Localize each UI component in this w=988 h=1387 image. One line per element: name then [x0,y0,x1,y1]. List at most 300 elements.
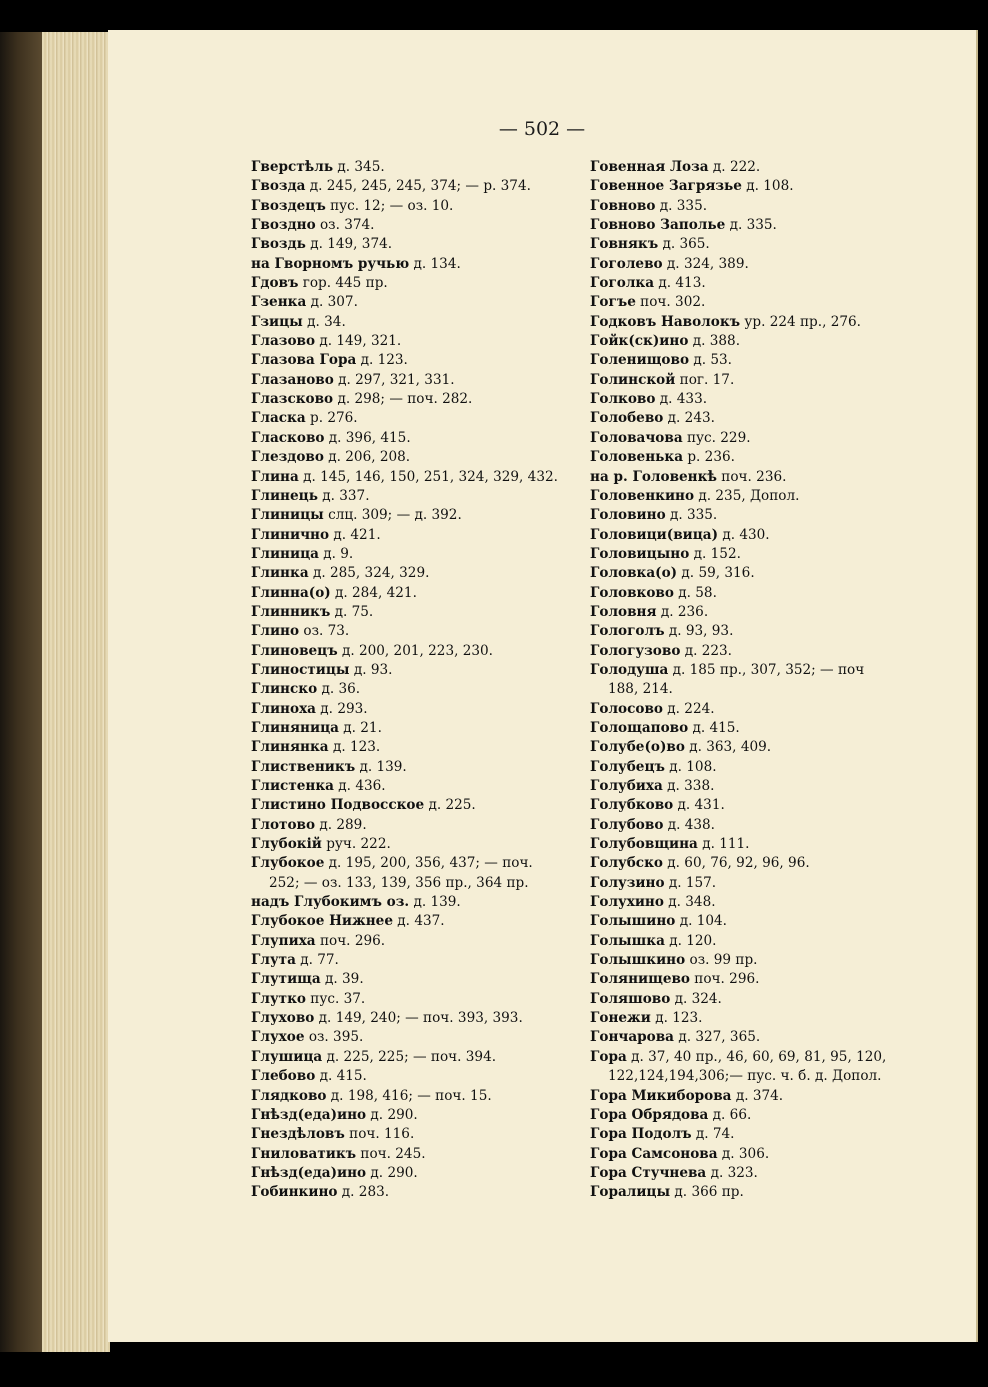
index-references: д. 415. [315,1068,367,1085]
index-headword: Глистенка [251,778,334,794]
index-references: д. 195, 200, 356, 437; — поч. [324,855,533,872]
index-entry [590,874,886,893]
index-headword: Голубково [590,797,674,814]
index-references: д. 245, 245, 245, 374; — р. 374. [305,178,531,195]
index-headword: Глупиха [251,932,316,949]
index-entry [590,1164,886,1183]
index-references: д. 37, 40 пр., 46, 60, 69, 81, 95, 120, [626,1048,887,1065]
index-headword: Глебово [251,1068,316,1085]
index-references: поч. 245. [356,1145,426,1162]
index-headword: Голубиха [590,778,663,794]
index-entry [251,622,558,641]
index-references: д. 335. [655,197,708,214]
index-headword: Головка(о) [590,565,678,582]
index-entry [590,796,886,815]
index-headword: на р. Головенкѣ [590,468,717,485]
index-references: д. 430. [718,526,770,543]
index-references: д. 108. [741,178,794,195]
index-entry [251,1183,558,1202]
index-references: д. 293. [315,700,368,717]
index-references: д. 53. [689,352,732,369]
index-headword: Глутко [251,990,306,1007]
index-headword: Гора Микиборова [590,1087,732,1104]
index-headword: Глиновецъ [251,642,338,659]
index-headword: Голубецъ [590,758,665,775]
index-references: д. 306. [717,1145,770,1162]
index-references: д. 123. [650,1010,703,1027]
index-references: д. 120. [664,932,717,949]
index-references: поч. 302. [635,294,706,311]
index-entry [590,487,886,506]
index-entry [251,796,558,815]
index-entry [590,274,886,293]
index-entry [590,216,886,235]
index-references: д. 108. [664,758,717,775]
index-entry [251,1028,558,1047]
index-entry [590,1145,886,1164]
index-headword: Глиницы [251,507,324,524]
index-headword: Гвоздно [251,217,316,234]
index-headword: Гора Подолъ [590,1126,692,1143]
index-references: д. 149, 374. [305,236,393,253]
index-references: д. 93. [349,661,393,678]
index-headword: Головня [590,603,657,620]
index-entry [251,1009,558,1028]
index-headword: Глубокій [251,836,322,853]
index-references: д. 323. [706,1164,758,1181]
index-entry [251,777,558,796]
index-references: д. 324. [670,990,722,1007]
index-entry [590,468,886,487]
index-references: д. 93, 93. [664,623,734,640]
index-headword: Глазаново [251,371,334,388]
index-entry [590,758,886,777]
book-page [108,30,978,1342]
index-references: д. 338. [662,778,715,794]
index-references: ур. 224 пр., 276. [740,313,861,330]
index-headword: Глазово [251,333,316,350]
index-references: д. 224. [662,700,715,717]
index-entry [251,1087,558,1106]
index-headword: Головино [590,507,666,524]
index-references: д. 74. [691,1126,735,1143]
index-references: д. 77. [295,952,339,969]
index-entry [251,1125,558,1144]
index-references: д. 285, 324, 329. [308,565,430,582]
index-headword: на Гворномъ ручью [251,255,410,272]
index-references: д. 225. [424,797,476,814]
index-references: д. 396, 415. [324,429,411,446]
index-headword: Голышка [590,932,665,949]
index-headword: Голобево [590,410,664,427]
index-references: д. 290. [366,1164,418,1181]
index-references: д. 104. [675,913,727,930]
index-references: пус. 12; — оз. 10. [325,197,454,214]
index-references: руч. 222. [321,836,391,853]
index-entry [590,1009,886,1028]
index-headword: Гвоздь [251,236,306,253]
index-entry [590,1087,886,1106]
index-entry [251,970,558,989]
index-headword: Гора Самсонова [590,1145,718,1162]
index-references: д. 66. [708,1106,752,1123]
index-entry [590,738,886,757]
index-references: д. 298; — поч. 282. [333,391,473,408]
index-entry [251,390,558,409]
index-references: д. 284, 421. [330,584,417,601]
index-references: д. 348. [663,894,716,911]
index-references: д. 413. [654,275,706,292]
index-entry [590,835,886,854]
index-references: д. 307. [306,294,358,311]
index-headword: Глотово [251,816,316,833]
index-entry [590,158,886,177]
index-references: д. 34. [302,313,346,330]
index-references: д. 59, 316. [677,565,755,582]
book-cover-edge [0,32,42,1352]
index-headword: Голяшово [590,990,671,1007]
index-references: д. 58. [673,584,717,601]
index-references: 122,124,194,306;— пус. ч. б. д. Допол. [608,1068,882,1085]
index-headword: Глинянка [251,739,329,756]
index-headword: Головачова [590,429,683,446]
index-references: д. 21. [338,719,382,736]
index-headword: Гзицы [251,313,303,330]
index-headword: Головицыно [590,545,690,562]
index-entry [251,313,558,332]
index-entry [251,526,558,545]
index-references: д. 438. [663,816,715,833]
index-headword: Головици(вица) [590,526,718,543]
index-references: д. 198, 416; — поч. 15. [326,1087,492,1104]
index-headword: Годковъ Наволокъ [590,313,741,330]
index-headword: Голенищово [590,352,690,369]
index-headword: Головенкино [590,487,695,504]
index-entry-continuation [251,874,558,893]
index-references: д. 9. [318,545,354,562]
index-headword: Гдовъ [251,275,299,292]
index-headword: Гоголево [590,255,663,272]
index-entry [590,332,886,351]
index-headword: надъ Глубокимъ оз. [251,894,410,911]
index-entry [251,661,558,680]
index-references: д. 374. [731,1087,784,1104]
index-references: д. 335. [725,217,777,234]
index-references: д. 289. [315,816,367,833]
index-headword: Гнѣзд(еда)ино [251,1106,367,1123]
index-entry [251,255,558,274]
index-headword: Гогъе [590,294,636,311]
index-entry-continuation [590,1067,886,1086]
index-headword: Глистино Подвосское [251,797,425,814]
index-references: д. 297, 321, 331. [333,371,455,388]
index-entry [590,526,886,545]
index-headword: Гоголка [590,275,655,292]
index-references: д. 433. [655,391,708,408]
index-references: д. 363, 409. [684,739,772,756]
index-references: д. 283. [337,1184,390,1201]
index-entry [251,468,558,487]
index-entry [590,235,886,254]
index-references: д. 223. [680,642,732,659]
index-references: д. 75. [330,603,374,620]
index-entry [251,487,558,506]
index-headword: Гончарова [590,1029,674,1046]
index-references: д. 123. [328,739,381,756]
index-headword: Гверстѣль [251,159,334,175]
index-headword: Гора Стучнева [590,1164,707,1181]
index-entry [251,893,558,912]
index-entry [251,1106,558,1125]
index-references: гор. 445 пр. [298,275,388,292]
index-entry [251,1067,558,1086]
index-references: поч. 236. [716,468,787,485]
index-entry [590,622,886,641]
index-headword: Головково [590,584,674,601]
index-entry [251,235,558,254]
index-headword: Гора [590,1048,627,1065]
index-references: д. 149, 240; — поч. 393, 393. [314,1010,523,1027]
index-entry [251,409,558,428]
index-headword: Голянищево [590,971,690,988]
index-entry [590,448,886,467]
index-references: д. 337. [317,487,370,504]
index-headword: Гнездѣловъ [251,1126,345,1143]
index-entry [251,429,558,448]
index-entry [590,293,886,312]
index-headword: Голузино [590,874,665,891]
index-references: д. 345. [333,159,385,175]
index-headword: Глиняница [251,719,339,736]
index-references: д. 436. [333,778,386,794]
index-entry [251,584,558,603]
index-entry [590,351,886,370]
index-headword: Говново [590,197,656,214]
index-entry [590,564,886,583]
index-headword: Голубе(о)во [590,739,685,756]
index-references: поч. 296. [689,971,760,988]
index-entry [590,1125,886,1144]
index-entry [251,1145,558,1164]
index-headword: Глинка [251,565,309,582]
index-references: д. 149, 321. [315,333,402,350]
index-headword: Глиница [251,545,319,562]
index-entry [251,642,558,661]
index-entry [590,816,886,835]
index-references: оз. 395. [304,1029,364,1046]
index-references: пог. 17. [675,371,735,388]
index-headword: Гниловатикъ [251,1145,357,1162]
index-entry [590,642,886,661]
index-references: д. 36. [317,681,361,698]
index-entry [251,177,558,196]
index-references: д. 111. [697,836,750,853]
index-entry [251,216,558,235]
index-entry [590,506,886,525]
index-references: д. 139. [355,758,407,775]
index-headword: Голосово [590,700,663,717]
index-entry [590,545,886,564]
index-headword: Глиностицы [251,661,350,678]
index-headword: Голубово [590,816,664,833]
index-headword: Гологузово [590,642,681,659]
index-references: 252; — оз. 133, 139, 356 пр., 364 пр. [269,874,529,891]
index-headword: Голощапово [590,719,689,736]
index-entry [251,293,558,312]
index-headword: Глиноха [251,700,316,717]
index-references: д. 200, 201, 223, 230. [337,642,494,659]
index-entry [251,738,558,757]
index-headword: Голышкино [590,952,686,969]
index-entry [590,197,886,216]
index-entry [590,584,886,603]
index-references: д. 290. [366,1106,418,1123]
index-entry [251,835,558,854]
index-references: р. 276. [305,410,358,427]
index-headword: Говнякъ [590,236,659,253]
index-entry [590,990,886,1009]
index-entry [251,274,558,293]
index-entry [251,506,558,525]
index-references: д. 421. [329,526,381,543]
index-entry [590,255,886,274]
index-references: д. 185 пр., 307, 352; — поч [668,661,865,678]
index-headword: Глушица [251,1048,323,1065]
left-index-column [251,158,558,1203]
index-headword: Глинично [251,526,330,543]
index-entry [590,1028,886,1047]
index-references: оз. 73. [299,623,350,640]
index-entry [590,661,886,680]
index-headword: Глута [251,952,296,969]
index-headword: Глухое [251,1029,305,1046]
index-headword: Голухино [590,894,664,911]
index-entry [590,371,886,390]
index-references: д. 235, Допол. [694,487,800,504]
index-headword: Глазсково [251,391,334,408]
index-references: д. 152. [689,545,741,562]
index-entry [251,371,558,390]
index-headword: Голково [590,391,656,408]
index-references: оз. 374. [315,217,375,234]
index-references: д. 366 пр. [670,1184,744,1201]
right-index-column [590,158,886,1203]
index-entry [590,429,886,448]
index-entry [251,912,558,931]
index-entry [590,1106,886,1125]
index-entry [590,1048,886,1067]
index-headword: Голышино [590,913,676,930]
index-entry [590,854,886,873]
index-entry [251,448,558,467]
index-headword: Гвоздецъ [251,197,326,214]
index-references: пус. 229. [682,429,751,446]
index-headword: Гонежи [590,1010,651,1027]
index-entry [251,1048,558,1067]
index-headword: Говенная Лоза [590,159,709,175]
index-headword: Голинской [590,371,676,388]
index-headword: Глина [251,468,299,485]
index-references: д. 243. [663,410,715,427]
index-headword: Глино [251,623,300,640]
index-entry [590,777,886,796]
index-references: д. 225, 225; — поч. 394. [322,1048,497,1065]
index-references: поч. 296. [315,932,386,949]
index-headword: Гологолъ [590,623,665,640]
index-headword: Глинникъ [251,603,331,620]
index-headword: Глиственикъ [251,758,356,775]
index-entry [251,680,558,699]
index-headword: Глубокое [251,855,325,872]
index-headword: Говново Заполье [590,217,726,234]
index-entry [590,970,886,989]
index-headword: Гнѣзд(еда)ино [251,1164,367,1181]
index-entry [251,332,558,351]
index-entry [251,700,558,719]
index-entry [251,758,558,777]
index-entry [590,1183,886,1202]
index-headword: Голубско [590,855,663,872]
index-headword: Гойк(ск)ино [590,333,689,350]
index-headword: Голодуша [590,661,669,678]
index-headword: Глутища [251,971,321,988]
index-references: д. 437. [392,913,445,930]
index-references: д. 236. [656,603,709,620]
index-entry [590,912,886,931]
index-references: оз. 99 пр. [685,952,758,969]
index-references: д. 415. [688,719,740,736]
index-references: поч. 116. [344,1126,415,1143]
index-headword: Гзенка [251,294,307,311]
index-references: д. 365. [658,236,710,253]
index-headword: Глинско [251,681,318,698]
index-headword: Глухово [251,1010,315,1027]
index-entry [251,932,558,951]
index-entry [251,1164,558,1183]
index-references: д. 206, 208. [323,449,411,466]
index-entry [590,390,886,409]
index-entry [590,177,886,196]
index-headword: Гора Обрядова [590,1106,709,1123]
index-entry [251,564,558,583]
index-entry [251,545,558,564]
index-references: д. 60, 76, 92, 96, 96. [662,855,810,872]
index-entry [590,603,886,622]
index-references: д. 324, 389. [662,255,749,272]
index-entry [590,951,886,970]
index-references: д. 139. [409,894,461,911]
index-entry [251,158,558,177]
index-references: д. 39. [320,971,364,988]
index-entry [590,700,886,719]
index-entry [590,719,886,738]
index-entry [251,603,558,622]
index-entry [251,351,558,370]
index-headword: Глездово [251,449,324,466]
index-references: д. 327, 365. [674,1029,761,1046]
index-references: д. 222. [708,159,761,175]
index-headword: Гласково [251,429,325,446]
index-entry [251,816,558,835]
index-headword: Гвозда [251,178,306,195]
index-headword: Говенное Загрязье [590,178,742,195]
index-headword: Гласка [251,410,306,427]
index-entry-continuation [590,680,886,699]
index-entry [251,719,558,738]
index-entry [251,197,558,216]
index-references: д. 123. [356,352,408,369]
index-entry [590,313,886,332]
